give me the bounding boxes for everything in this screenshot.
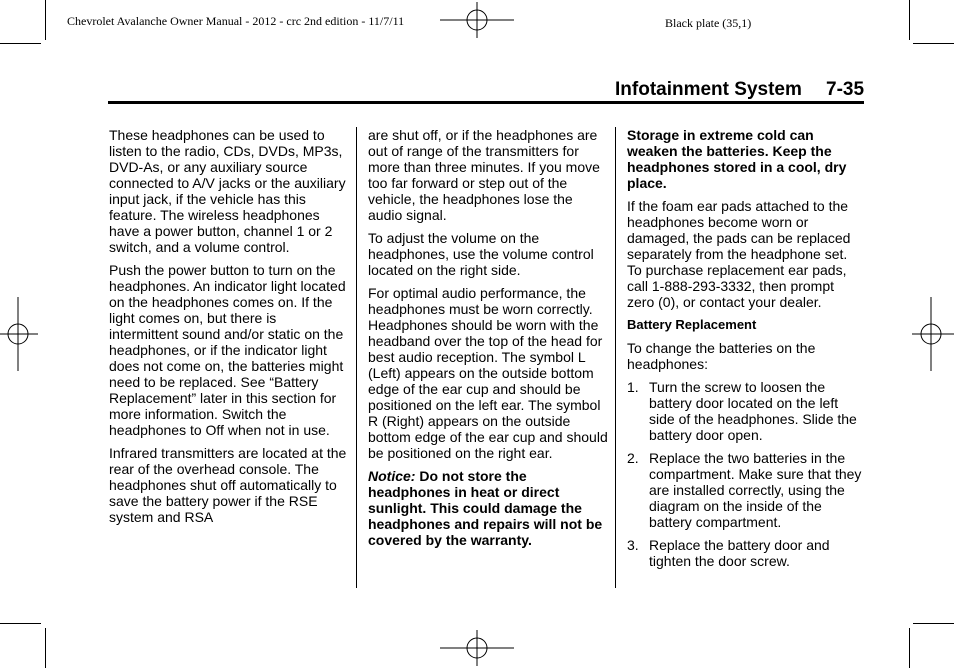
crop-mark [45, 0, 46, 40]
column-divider [356, 127, 357, 588]
paragraph: If the foam ear pads attached to the headphones become worn or damaged, the pads can be replaced separately from the headphone set. To purchase replacement ear pads, call 1-888-293-3332, then prompt zero (0), or contact your dealer. [627, 198, 851, 310]
paragraph: These headphones can be used to listen to the radio, CDs, DVDs, MP3s, DVD-As, or any auxiliary source connected to A/V jacks or the auxiliary input jack, if the vehicle has this feature. The wireless headphones have a power button, channel 1 or 2 switch, and a volume control. [109, 127, 346, 255]
step-number: 1. [627, 379, 639, 395]
column-2 [368, 127, 608, 555]
crop-mark [45, 628, 46, 668]
column-1 [109, 127, 347, 532]
paragraph: For optimal audio performance, the headphones must be worn correctly. Headphones should be worn with the headband over the top of the head for best audio reception. The symbol L (Left) appears on the outside bottom edge of the ear cup and should be positioned on the left ear. The symbol R (Right) appears on the outside bottom edge of the ear cup and should be positioned on the right ear. [368, 285, 608, 461]
steps-list [627, 379, 865, 569]
step-text: Turn the screw to loosen the battery door located on the left side of the headphones. Slide the battery door open. [649, 379, 857, 443]
registration-mark-icon [0, 297, 38, 371]
registration-mark-icon [912, 297, 954, 371]
section-title: Infotainment System [615, 79, 802, 100]
storage-warning: Storage in extreme cold can weaken the batteries. Keep the headphones stored in a cool, dry place. [627, 127, 847, 191]
notice-label: Notice: [368, 468, 416, 484]
header-rule [108, 101, 864, 104]
step-number: 2. [627, 450, 639, 466]
notice [368, 468, 608, 548]
paragraph: Push the power button to turn on the headphones. An indicator light located on the headphones comes on. If the light comes on, but there is intermittent sound and/or static on the headphones, or if the indicator light does not come on, the batteries might need to be replaced. See “Battery Replacement” later in this section for more information. Switch the headphones to Off when not in use. [109, 262, 346, 438]
paragraph: To change the batteries on the headphones: [627, 340, 816, 372]
paragraph: are shut off, or if the headphones are out of range of the transmitters for more than three minutes. If you move too far forward or step out of the vehicle, the headphones lose the audio signal. [368, 127, 600, 223]
crop-mark [913, 623, 954, 624]
step-text: Replace the battery door and tighten the door screw. [649, 537, 830, 569]
paragraph: Infrared transmitters are located at the rear of the overhead console. The headphones shut off automatically to save the battery power if the RSE system and RSA [109, 445, 347, 525]
crop-mark [909, 628, 910, 668]
subheading-battery-replacement: Battery Replacement [627, 317, 757, 332]
registration-mark-icon [440, 630, 514, 666]
registration-mark-icon [440, 2, 514, 38]
step-number: 3. [627, 537, 639, 553]
crop-mark [0, 623, 41, 624]
crop-mark [913, 43, 954, 44]
column-3 [627, 127, 865, 576]
crop-mark [0, 43, 41, 44]
list-item [627, 537, 865, 569]
list-item [627, 379, 865, 443]
list-item [627, 450, 865, 530]
column-divider [615, 127, 616, 588]
step-text: Replace the two batteries in the compartment. Make sure that they are installed correctly, using the diagram on the inside of the battery compartment. [649, 450, 862, 530]
page-number: 7-35 [826, 79, 865, 100]
plate-info: Black plate (35,1) [665, 16, 752, 30]
paragraph: To adjust the volume on the headphones, use the volume control located on the right side. [368, 230, 594, 278]
notice-text: Do not store the headphones in heat or direct sunlight. This could damage the headphones and repairs will not be covered by the warranty. [368, 468, 603, 548]
document-info: Chevrolet Avalanche Owner Manual - 2012 - crc 2nd edition - 11/7/11 [67, 14, 405, 28]
crop-mark [909, 0, 910, 40]
